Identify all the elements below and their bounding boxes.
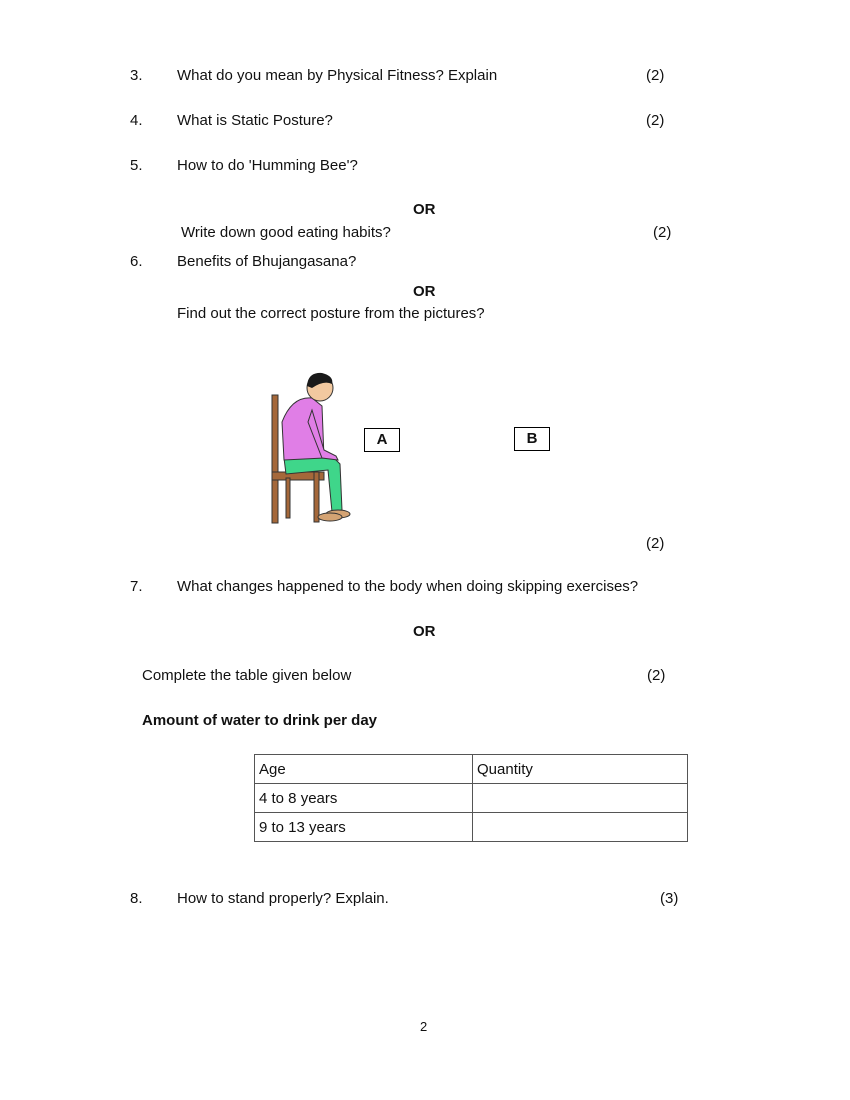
question-marks: (2) — [646, 67, 665, 84]
question-text: What do you mean by Physical Fitness? Explain — [177, 67, 498, 84]
or-separator: OR — [413, 201, 436, 218]
question-number: 3. — [130, 67, 143, 84]
question-number: 4. — [130, 112, 143, 129]
question-text: How to do 'Humming Bee'? — [177, 157, 358, 174]
table-cell — [473, 813, 688, 842]
question-number: 6. — [130, 253, 143, 270]
table-cell: 4 to 8 years — [255, 784, 473, 813]
posture-label-b: B — [514, 427, 550, 451]
question-marks: (2) — [653, 224, 672, 241]
question-number: 5. — [130, 157, 143, 174]
question-marks: (2) — [646, 112, 665, 129]
question-text: What is Static Posture? — [177, 112, 333, 129]
table-header-row — [255, 755, 688, 784]
slouched-person-figure — [272, 373, 350, 523]
alternate-question-text: Find out the correct posture from the pictures? — [177, 305, 485, 322]
question-marks: (2) — [646, 535, 665, 552]
or-separator: OR — [413, 283, 436, 300]
table-header-cell: Quantity — [473, 755, 688, 784]
table-row — [255, 784, 688, 813]
posture-label-a: A — [364, 428, 400, 452]
table-cell — [473, 784, 688, 813]
table-header-cell: Age — [255, 755, 473, 784]
question-marks: (3) — [660, 890, 679, 907]
page-number: 2 — [420, 1019, 428, 1034]
table-title: Amount of water to drink per day — [142, 712, 378, 729]
posture-figure — [262, 360, 562, 528]
table-row — [255, 813, 688, 842]
question-text: Benefits of Bhujangasana? — [177, 253, 357, 270]
table-cell: 9 to 13 years — [255, 813, 473, 842]
water-table — [254, 754, 688, 842]
alternate-question-text: Write down good eating habits? — [181, 224, 391, 241]
question-marks: (2) — [647, 667, 666, 684]
question-number: 8. — [130, 890, 143, 907]
alternate-question-text: Complete the table given below — [142, 667, 352, 684]
question-text: How to stand properly? Explain. — [177, 890, 389, 907]
question-text: What changes happened to the body when doing skipping exercises? — [177, 578, 639, 595]
question-number: 7. — [130, 578, 143, 595]
or-separator: OR — [413, 623, 436, 640]
